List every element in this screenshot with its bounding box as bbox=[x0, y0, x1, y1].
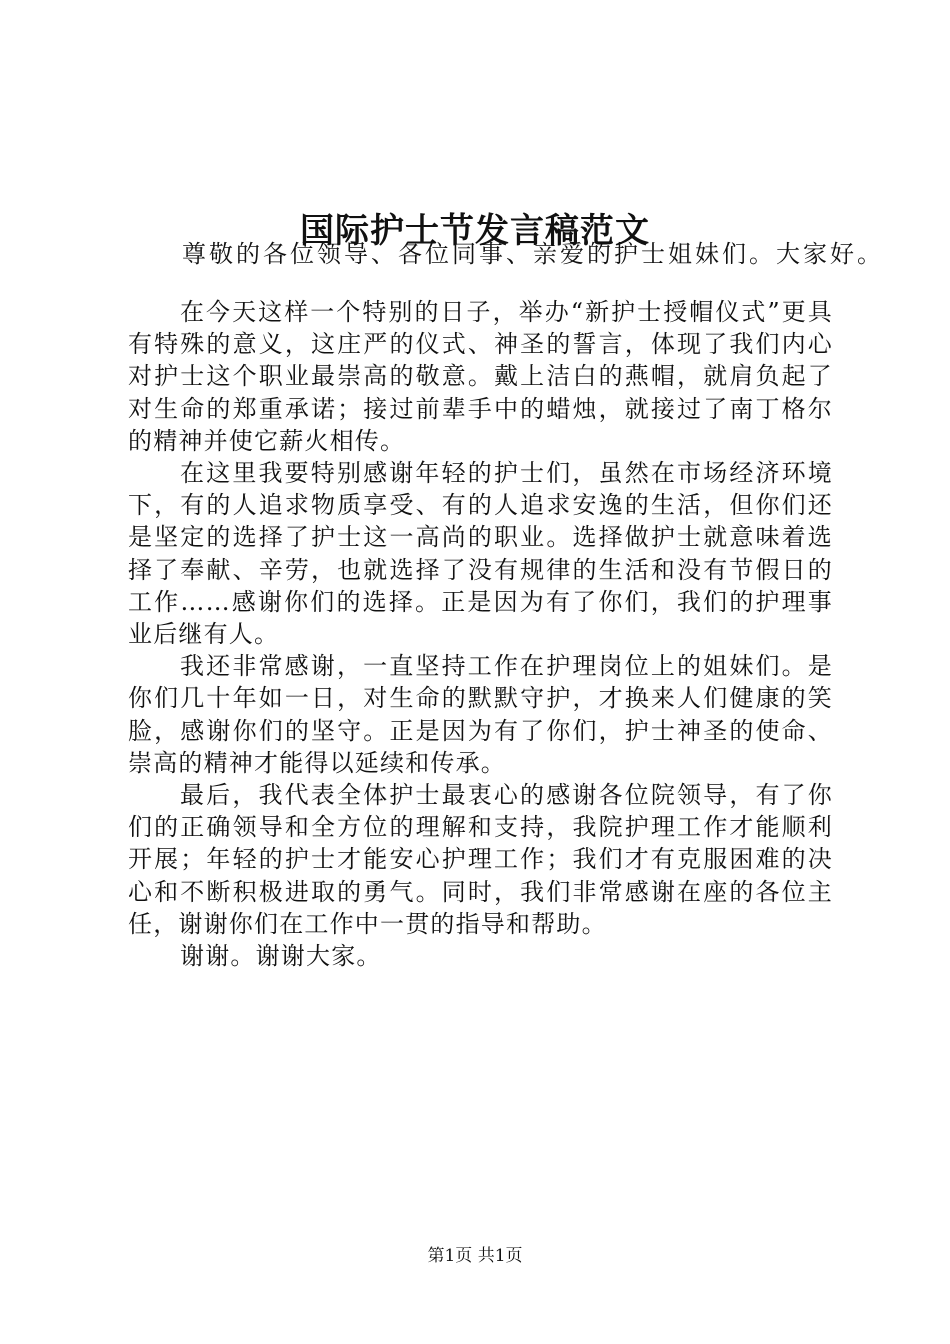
paragraph: 在今天这样一个特别的日子，举办“新护士授帽仪式”更具有特殊的意义，这庄严的仪式、神圣的誓言，体现了我们内心对护士这个职业最崇高的敬意。戴上洁白的燕帽，就肩负起了对生命的郑重承诺；接过前辈手中的蜡烛，就接过了南丁格尔的精神并使它薪火相传。 bbox=[128, 298, 833, 455]
closing-paragraph: 谢谢。谢谢大家。 bbox=[180, 942, 382, 971]
page-number-footer: 第1页 共1页 bbox=[427, 1246, 523, 1266]
paragraph: 在这里我要特别感谢年轻的护士们，虽然在市场经济环境下，有的人追求物质享受、有的人追求安逸的生活，但你们还是坚定的选择了护士这一高尚的职业。选择做护士就意味着选择了奉献、辛劳，也就选择了没有规律的生活和没有节假日的工作……感谢你们的选择。正是因为有了你们，我们的护理事业后继有人。 bbox=[128, 459, 833, 649]
paragraph: 我还非常感谢，一直坚持工作在护理岗位上的姐妹们。是你们几十年如一日，对生命的默默守护，才换来人们健康的笑脸，感谢你们的坚守。正是因为有了你们，护士神圣的使命、崇高的精神才能得以延续和传承。 bbox=[128, 652, 833, 777]
document-title: 国际护士节发言稿范文 bbox=[300, 210, 650, 251]
speech-body bbox=[128, 296, 833, 972]
greeting-line: 尊敬的各位领导、各位同事、亲爱的护士姐妹们。大家好。 bbox=[182, 240, 884, 268]
paragraph: 最后，我代表全体护士最衷心的感谢各位院领导，有了你们的正确领导和全方位的理解和支持，我院护理工作才能顺利开展；年轻的护士才能安心护理工作；我们才有克服困难的决心和不断积极进取的勇气。同时，我们非常感谢在座的各位主任，谢谢你们在工作中一贯的指导和帮助。 bbox=[128, 781, 833, 938]
